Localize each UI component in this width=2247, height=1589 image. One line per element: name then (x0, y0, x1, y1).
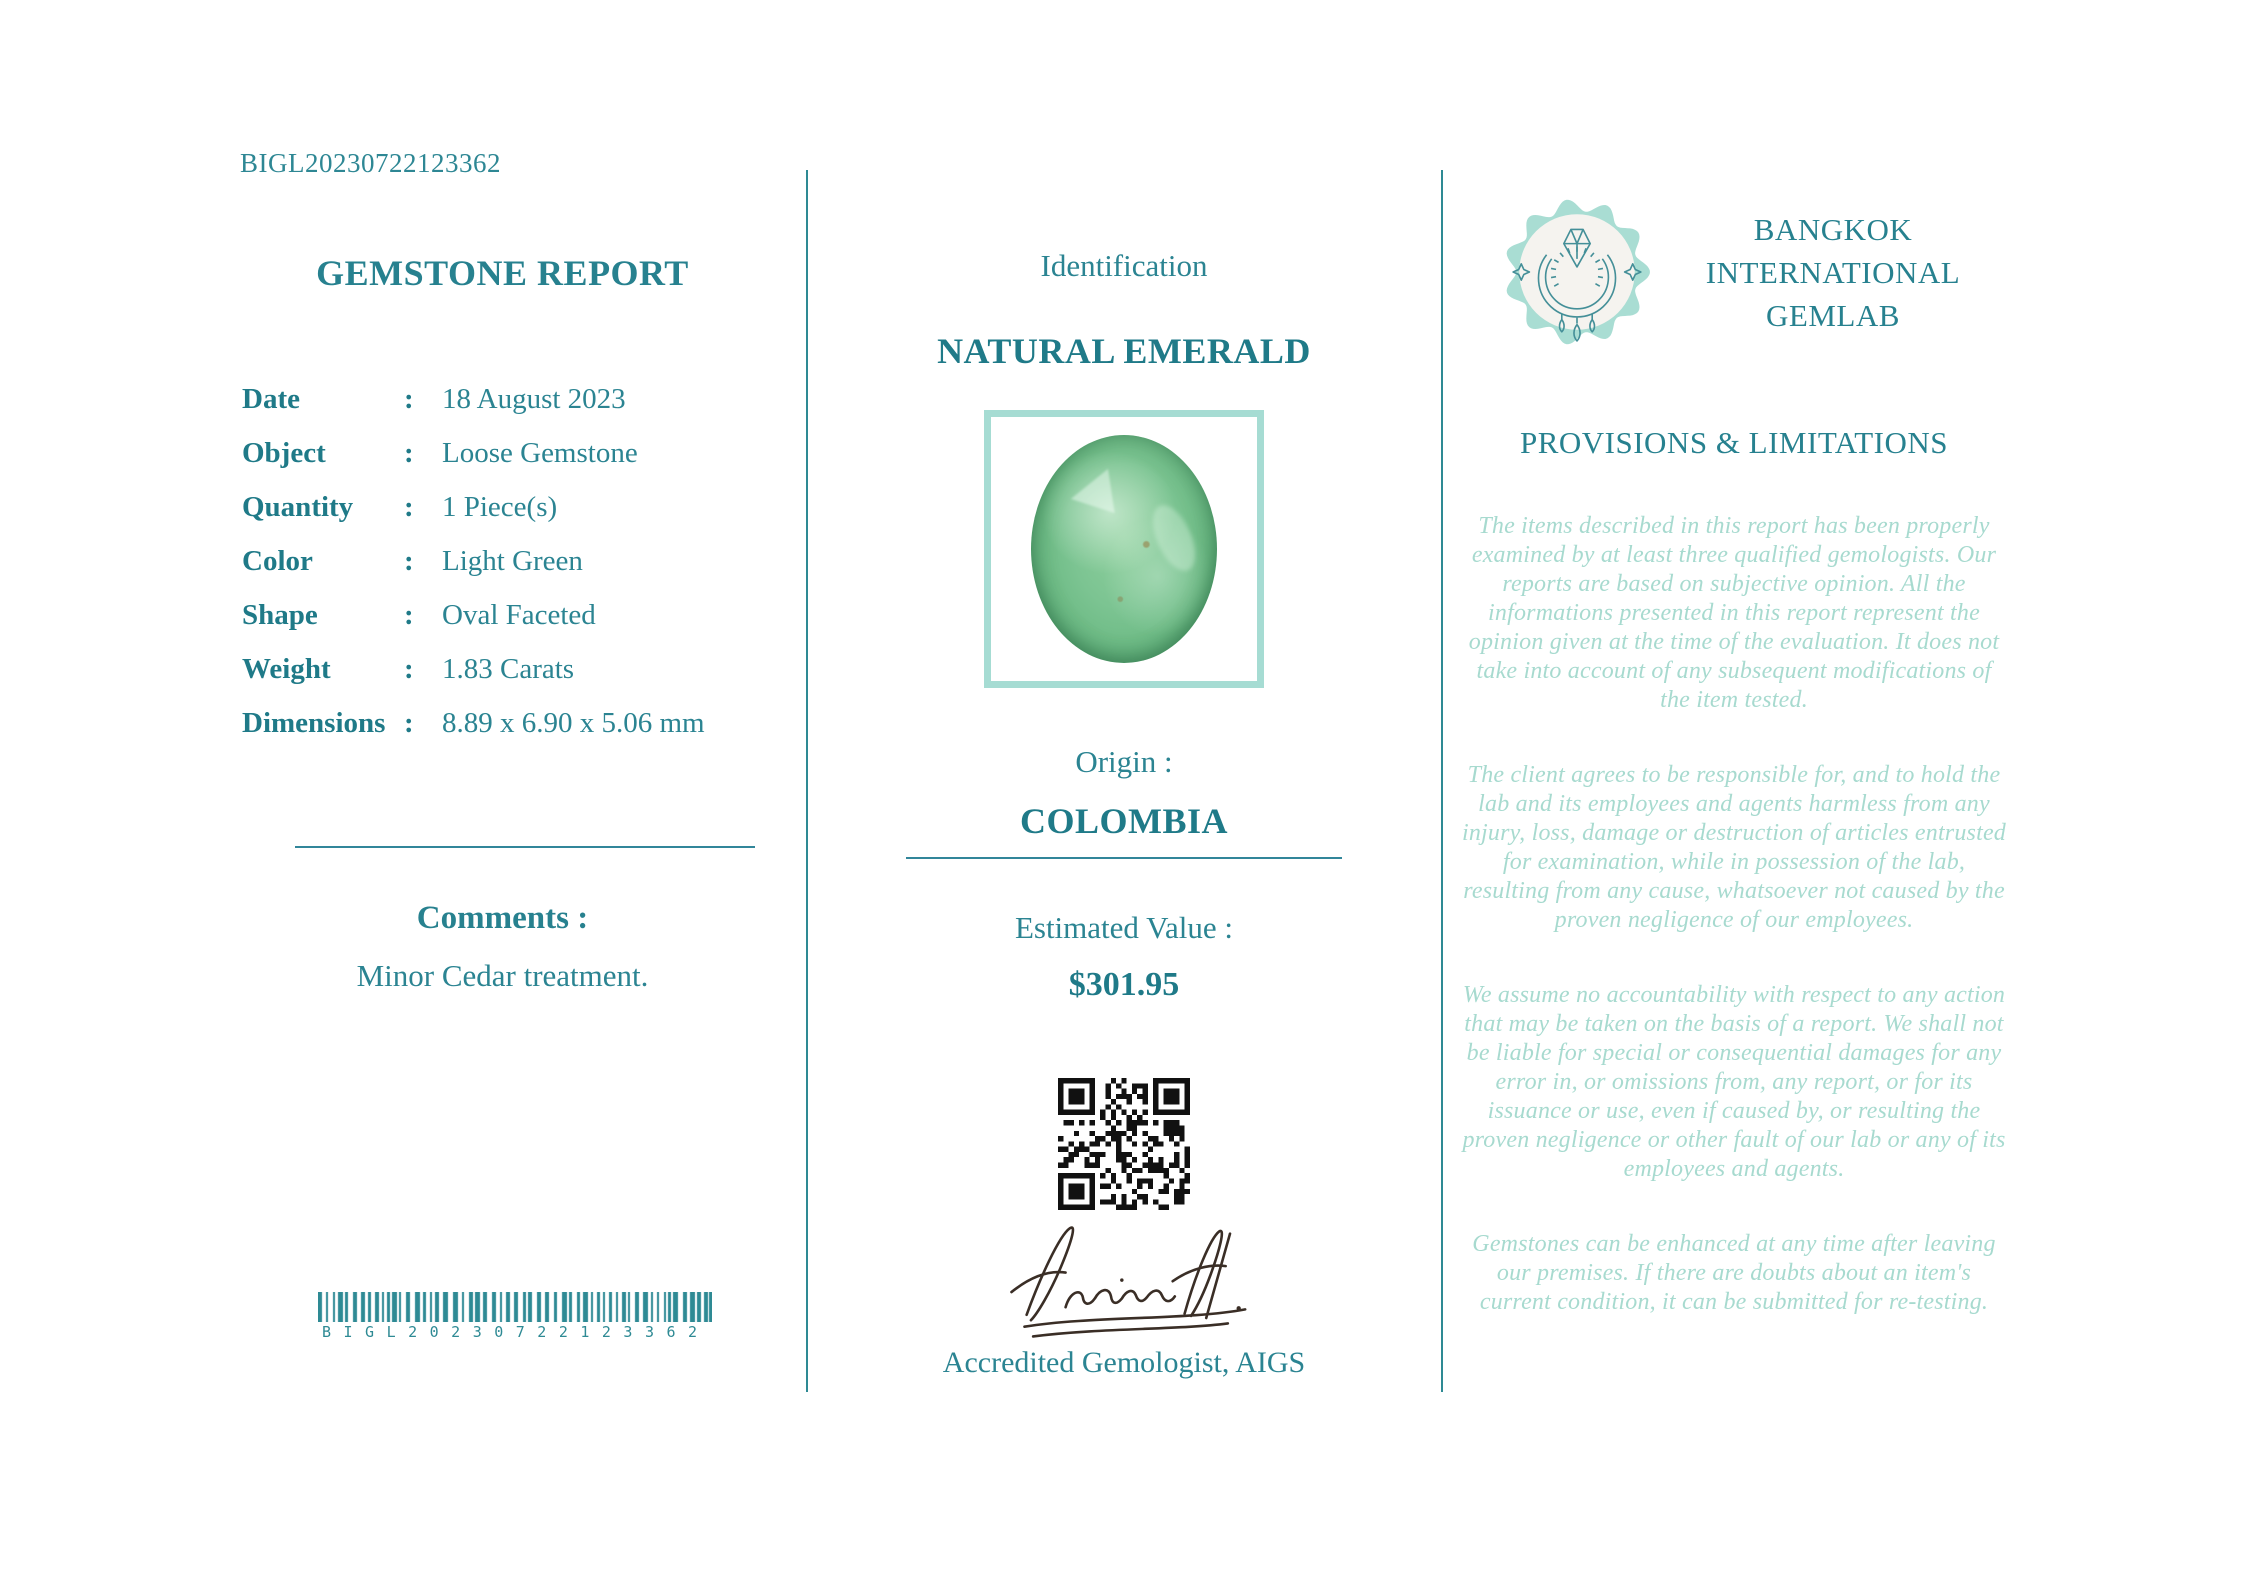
field-label: Dimensions (242, 706, 386, 739)
field-colon: : (404, 436, 414, 469)
gemologist-credential: Accredited Gemologist, AIGS (942, 1346, 1306, 1379)
comments-label: Comments : (416, 900, 589, 936)
section-divider (906, 857, 1342, 859)
qr-code (1058, 1078, 1190, 1210)
table-row (242, 426, 767, 480)
lab-name (1653, 208, 2013, 337)
table-row (242, 696, 767, 750)
provisions-paragraphs (1459, 512, 2009, 1363)
provisions-paragraph: The client agrees to be responsible for, and to hold the lab and its employees and agents harmless from any injury, loss, damage or destruction of articles entrusted for examination, while in possession of the lab, resulting from any cause, whatsoever not caused by the proven negligence of our employees. (1461, 762, 2007, 933)
field-colon: : (404, 544, 414, 577)
field-label: Date (242, 382, 300, 415)
field-value: 1 Piece(s) (442, 490, 558, 523)
origin-value: COLOMBIA (1019, 801, 1228, 841)
table-row (242, 642, 767, 696)
field-colon: : (404, 382, 414, 415)
lab-name-line: INTERNATIONAL (1705, 254, 1961, 290)
gemstone-details-table (242, 372, 767, 750)
report-number: BIGL20230722123362 (240, 148, 501, 178)
field-label: Weight (242, 652, 331, 685)
qr-code-image (1058, 1078, 1190, 1210)
field-value: Light Green (442, 544, 583, 577)
gemologist-signature (994, 1212, 1254, 1344)
field-colon: : (404, 706, 414, 739)
field-value: 1.83 Carats (442, 652, 575, 685)
estimated-value: $301.95 (1068, 966, 1180, 1003)
barcode (318, 1292, 712, 1341)
identification-label: Identification (1040, 248, 1208, 283)
origin-label: Origin : (1075, 744, 1173, 779)
field-label: Shape (242, 598, 318, 631)
provisions-title: PROVISIONS & LIMITATIONS (1519, 425, 1949, 460)
gemlab-logo-icon (1501, 196, 1653, 348)
field-label: Quantity (242, 490, 354, 523)
table-row (242, 588, 767, 642)
comments-text: Minor Cedar treatment. (356, 958, 649, 993)
field-value: 18 August 2023 (442, 382, 626, 415)
section-divider (295, 846, 755, 848)
provisions-paragraph: We assume no accountability with respect to any action that may be taken on the basis of a report. We shall not be liable for special or consequential damages for any error in, or omissions from, any report, or for its issuance or use, even if caused by, or resulting the proven negligence or other fault of our lab or any of its employees and agents. (1462, 982, 2006, 1182)
lab-name-line: BANGKOK (1753, 211, 1913, 247)
barcode-bars (318, 1292, 712, 1322)
field-label: Object (242, 436, 326, 469)
table-row (242, 480, 767, 534)
report-title: GEMSTONE REPORT (316, 253, 689, 293)
gemstone-photo (1031, 435, 1217, 663)
lab-name-line: GEMLAB (1766, 297, 1900, 333)
barcode-text: BIGL20230722123362 (322, 1323, 710, 1341)
column-divider-right (1441, 170, 1443, 1392)
field-colon: : (404, 490, 414, 523)
field-value: 8.89 x 6.90 x 5.06 mm (442, 706, 705, 739)
field-value: Oval Faceted (442, 598, 596, 631)
estimated-value-label: Estimated Value : (1014, 910, 1234, 945)
field-label: Color (242, 544, 313, 577)
field-colon: : (404, 598, 414, 631)
gemstone-photo-frame (984, 410, 1264, 688)
table-row (242, 372, 767, 426)
lab-header (1455, 196, 2013, 348)
field-colon: : (404, 652, 414, 685)
field-value: Loose Gemstone (442, 436, 638, 469)
provisions-paragraph: Gemstones can be enhanced at any time after leaving our premises. If there are doubts about an item's current condition, it can be submitted for re-testing. (1472, 1231, 1996, 1315)
provisions-paragraph: The items described in this report has been properly examined by at least three qualified gemologists. Our reports are based on subjective opinion. All the informations presented in this report represent the opinion given at the time of the evaluation. It does not take into account of any subsequent modifications of the item tested. (1468, 513, 2000, 713)
identification-value: NATURAL EMERALD (937, 331, 1311, 371)
table-row (242, 534, 767, 588)
